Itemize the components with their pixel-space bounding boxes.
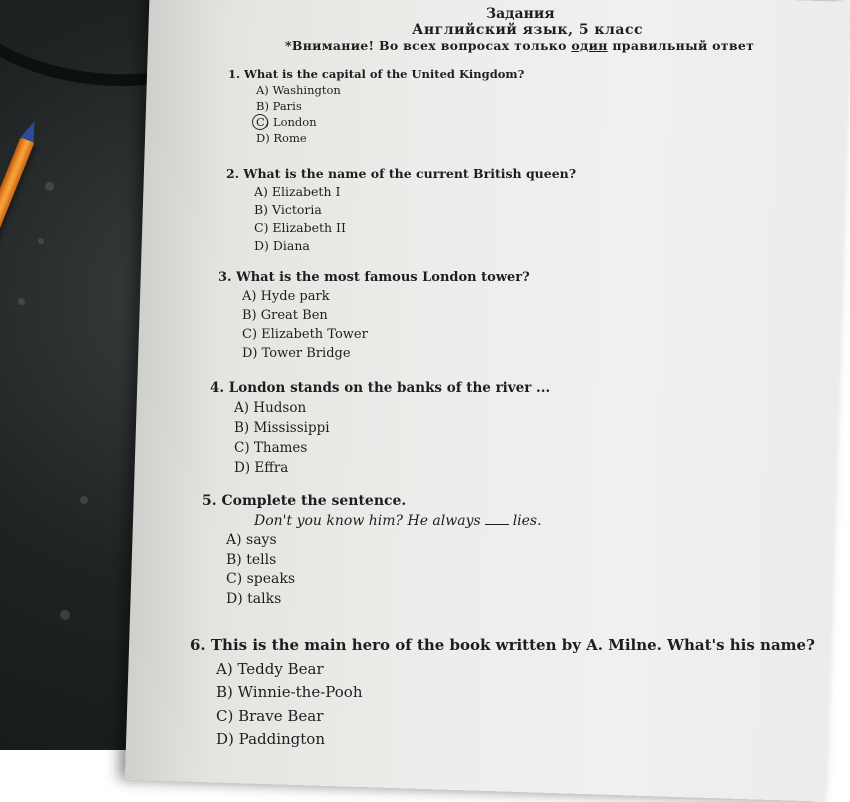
option-b: B) Winnie-the-Pooh — [216, 683, 363, 701]
question-3 — [218, 268, 530, 363]
sentence-before-blank: Don't you know him? He always — [254, 512, 481, 529]
question-6 — [190, 634, 815, 752]
option-list — [226, 531, 542, 609]
notice-underlined-word: один — [571, 38, 608, 53]
question-text: 4. London stands on the banks of the river ... — [210, 380, 551, 396]
option-c: C) speaks — [226, 571, 296, 587]
option-d: D) talks — [226, 590, 282, 607]
question-1 — [228, 66, 524, 146]
option-d: D) Paddington — [216, 730, 325, 748]
option-c: C) Thames — [234, 440, 308, 456]
option-list — [254, 183, 576, 255]
option-list — [234, 398, 550, 478]
option-a: A) Teddy Bear — [216, 659, 324, 678]
question-text: 3. What is the most famous London tower? — [218, 270, 530, 285]
option-b: B) tells — [226, 551, 277, 568]
option-b: B) Mississippi — [234, 420, 330, 436]
worksheet-notice — [285, 38, 754, 53]
question-text: 2. What is the name of the current British queen? — [226, 166, 577, 181]
option-b: B) Victoria — [254, 202, 322, 217]
notice-prefix: *Внимание! Во всех вопросах только — [285, 38, 572, 53]
option-a: A) says — [226, 532, 277, 548]
option-b: B) Great Ben — [242, 308, 328, 323]
option-list — [256, 82, 524, 146]
option-d: D) Rome — [256, 131, 307, 145]
sentence-to-complete — [254, 512, 542, 532]
option-a: A) Elizabeth I — [254, 184, 341, 199]
option-list — [216, 658, 815, 752]
question-text: 5. Complete the sentence. — [202, 493, 407, 509]
answer-blank — [485, 524, 509, 525]
option-d: D) Diana — [254, 238, 310, 253]
answer-circle-mark — [252, 114, 268, 130]
sentence-after-blank: lies. — [512, 512, 542, 529]
question-2 — [226, 165, 576, 255]
worksheet-subject: Английский язык, 5 класс — [412, 22, 644, 38]
option-a: A) Washington — [256, 83, 341, 97]
question-4 — [210, 378, 550, 478]
option-d: D) Tower Bridge — [242, 346, 351, 361]
option-list — [242, 287, 530, 363]
option-c: C) Elizabeth II — [254, 220, 346, 235]
notice-suffix: правильный ответ — [607, 38, 755, 53]
option-a: A) Hudson — [234, 400, 307, 416]
question-5 — [202, 492, 542, 609]
option-c: C) Brave Bear — [216, 706, 324, 725]
option-c-label: C) London — [256, 115, 317, 129]
option-c-circled — [256, 114, 524, 130]
option-b: B) Paris — [256, 99, 302, 113]
option-c: C) Elizabeth Tower — [242, 327, 368, 342]
question-text: 1. What is the capital of the United Kingdom? — [228, 67, 525, 81]
option-a: A) Hyde park — [242, 289, 330, 304]
worksheet-title: Задания — [486, 6, 555, 22]
option-d: D) Effra — [234, 460, 289, 476]
question-text: 6. This is the main hero of the book written by A. Milne. What's his name? — [190, 636, 815, 654]
